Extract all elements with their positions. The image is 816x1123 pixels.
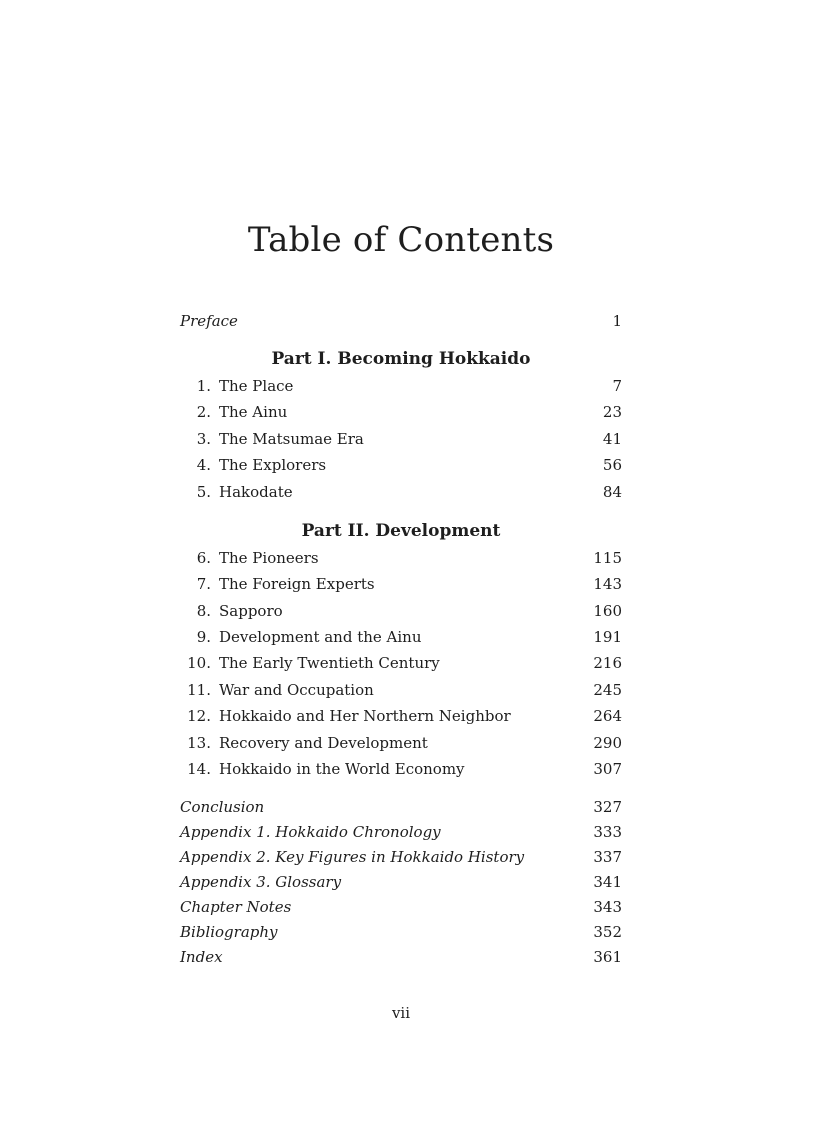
toc-entry-backmatter[interactable] — [180, 948, 622, 970]
chapter-number: 2. — [196, 403, 211, 421]
toc-entry-backmatter[interactable] — [180, 823, 622, 845]
page-number: 245 — [593, 681, 622, 699]
chapter-number: 14. — [187, 760, 211, 778]
chapter-number: 6. — [196, 549, 211, 567]
entry-label: Index — [180, 948, 223, 966]
chapter-title: The Matsumae Era — [219, 430, 364, 448]
toc-entry-chapter[interactable] — [180, 628, 622, 650]
chapter-number: 3. — [196, 430, 211, 448]
chapter-title: The Foreign Experts — [219, 575, 375, 593]
chapter-title: The Early Twentieth Century — [219, 654, 440, 672]
page-number: 84 — [602, 483, 622, 501]
chapter-title: The Place — [219, 377, 294, 395]
chapter-title: Recovery and Development — [219, 734, 428, 752]
chapter-number: 12. — [187, 707, 211, 725]
page-number: 333 — [593, 823, 622, 841]
entry-label: Conclusion — [180, 798, 265, 816]
chapter-number: 13. — [187, 734, 211, 752]
chapter-number: 11. — [187, 681, 211, 699]
toc-entry-chapter[interactable] — [180, 377, 622, 399]
chapter-number: 9. — [196, 628, 211, 646]
toc-entry-backmatter[interactable] — [180, 848, 622, 870]
page-number: 115 — [593, 549, 622, 567]
page-number: 143 — [593, 575, 622, 593]
page-title: Table of Contents — [247, 220, 555, 260]
chapter-title: Development and the Ainu — [219, 628, 422, 646]
chapter-number: 7. — [196, 575, 211, 593]
entry-label: Appendix 2. Key Figures in Hokkaido History — [180, 848, 525, 866]
chapter-title: Hokkaido in the World Economy — [219, 760, 465, 778]
chapter-title: The Explorers — [219, 456, 327, 474]
toc-entry-chapter[interactable] — [180, 403, 622, 425]
toc-entry-backmatter[interactable] — [180, 923, 622, 945]
entry-label: Appendix 3. Glossary — [180, 873, 342, 891]
toc-entry-chapter[interactable] — [180, 549, 622, 571]
toc-entry-chapter[interactable] — [180, 575, 622, 597]
toc-entry-chapter[interactable] — [180, 430, 622, 452]
page-number: 23 — [602, 403, 622, 421]
toc-entry-backmatter[interactable] — [180, 898, 622, 920]
toc-entry-chapter[interactable] — [180, 734, 622, 756]
entry-label: Appendix 1. Hokkaido Chronology — [180, 823, 441, 841]
chapter-title: War and Occupation — [219, 681, 374, 699]
chapter-number: 5. — [196, 483, 211, 501]
page-number: 264 — [593, 707, 622, 725]
chapter-title: The Ainu — [219, 403, 288, 421]
chapter-number: 8. — [196, 602, 211, 620]
page-number: 307 — [593, 760, 622, 778]
page-number: 216 — [593, 654, 622, 672]
chapter-number: 10. — [187, 654, 211, 672]
page-number: 327 — [593, 798, 622, 816]
toc-entry-backmatter[interactable] — [180, 798, 622, 820]
part-heading-1: Part I. Becoming Hokkaido — [271, 349, 531, 369]
part-heading-2: Part II. Development — [301, 521, 501, 541]
toc-entry-preface[interactable] — [180, 312, 622, 334]
toc-entry-chapter[interactable] — [180, 483, 622, 505]
toc-entry-chapter[interactable] — [180, 681, 622, 703]
chapter-number: 1. — [196, 377, 211, 395]
page-folio: vii — [391, 1004, 411, 1022]
page-number: 41 — [602, 430, 622, 448]
toc-entry-backmatter[interactable] — [180, 873, 622, 895]
toc-entry-chapter[interactable] — [180, 602, 622, 624]
chapter-title: The Pioneers — [219, 549, 319, 567]
page-number: 191 — [593, 628, 622, 646]
page-number: 343 — [593, 898, 622, 916]
entry-label: Preface — [180, 312, 238, 330]
page-number: 160 — [593, 602, 622, 620]
chapter-number: 4. — [196, 456, 211, 474]
page-number: 7 — [612, 377, 622, 395]
toc-entry-chapter[interactable] — [180, 707, 622, 729]
page-number: 361 — [593, 948, 622, 966]
page-number: 290 — [593, 734, 622, 752]
toc-entry-chapter[interactable] — [180, 654, 622, 676]
page-number: 56 — [602, 456, 622, 474]
chapter-title: Hokkaido and Her Northern Neighbor — [219, 707, 511, 725]
chapter-title: Sapporo — [219, 602, 283, 620]
toc-entry-chapter[interactable] — [180, 456, 622, 478]
toc-entry-chapter[interactable] — [180, 760, 622, 782]
entry-label: Chapter Notes — [180, 898, 292, 916]
page-number: 352 — [593, 923, 622, 941]
chapter-title: Hakodate — [219, 483, 293, 501]
page-number: 1 — [612, 312, 622, 330]
page-number: 337 — [593, 848, 622, 866]
page-number: 341 — [593, 873, 622, 891]
entry-label: Bibliography — [180, 923, 278, 941]
